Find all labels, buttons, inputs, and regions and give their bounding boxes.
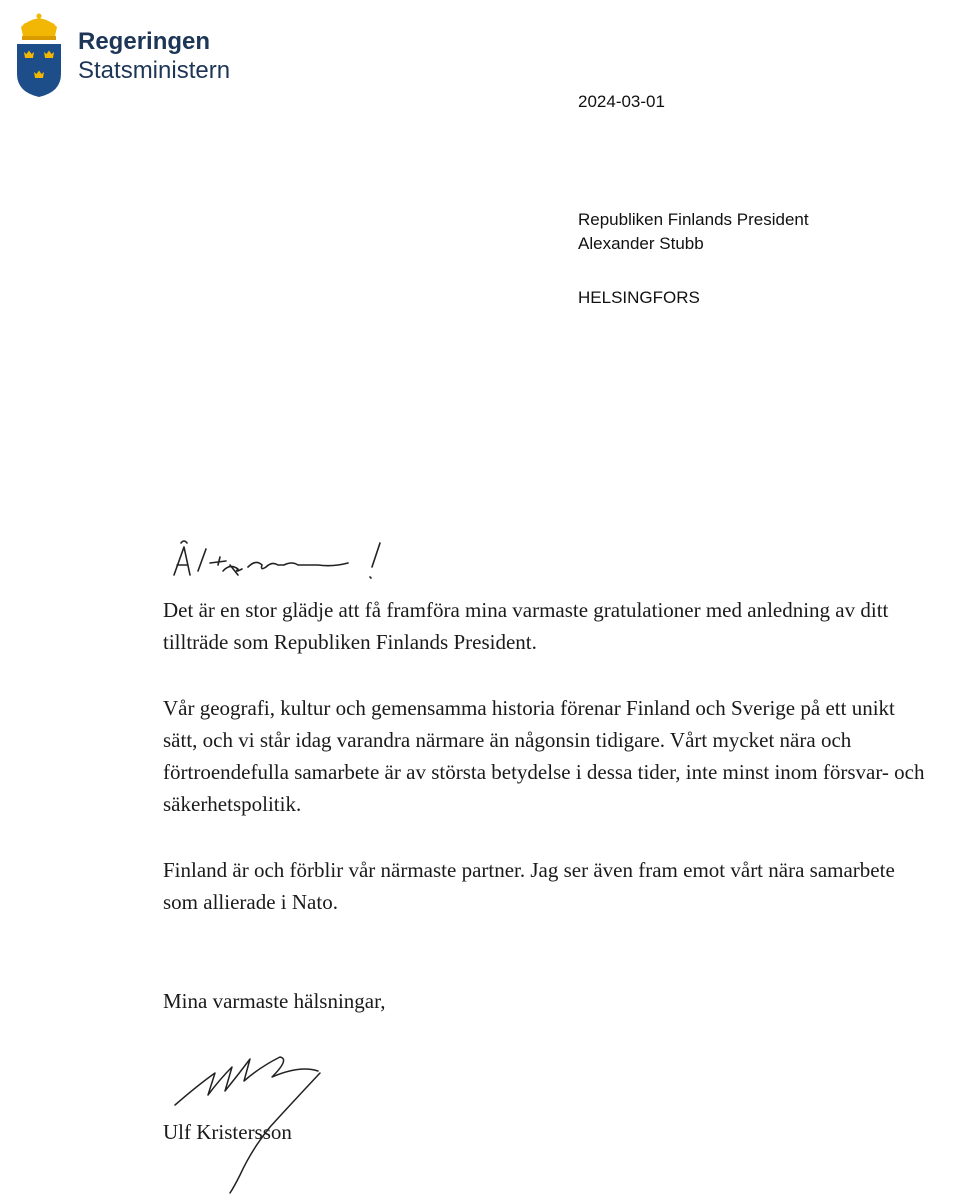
recipient-block xyxy=(578,208,809,256)
government-crest-logo xyxy=(14,12,64,98)
letter-date: 2024-03-01 xyxy=(578,92,665,111)
body-paragraph-3: Finland är och förblir vår närmaste partner. Jag ser även fram emot vårt nära samarbete som allierade i Nato. xyxy=(163,858,895,914)
handwritten-signature xyxy=(170,1045,370,1195)
body-paragraph-1: Det är en stor glädje att få framföra mina varmaste gratulationer med anledning av ditt tillträde som Republiken Finlands President. xyxy=(163,598,889,654)
organization-unit: Statsministern xyxy=(78,57,231,84)
recipient-city: HELSINGFORS xyxy=(578,288,700,307)
recipient-name: Alexander Stubb xyxy=(578,234,704,253)
handwritten-greeting xyxy=(168,535,408,590)
signer-name: Ulf Kristersson xyxy=(163,1120,292,1144)
crown-icon xyxy=(21,14,57,41)
recipient-title: Republiken Finlands President xyxy=(578,210,809,229)
body-paragraph-2: Vår geografi, kultur och gemensamma historia förenar Finland och Sverige på ett unikt sätt, och vi står idag varandra närmare än någonsin tidigare. Vårt mycket nära och förtroendefulla samarbete är av största betydelse i dessa tider, inte minst inom försvar- och säkerhetspolitik. xyxy=(163,696,925,816)
organization-name: Regeringen xyxy=(78,28,211,55)
closing-line: Mina varmaste hälsningar, xyxy=(163,989,386,1013)
